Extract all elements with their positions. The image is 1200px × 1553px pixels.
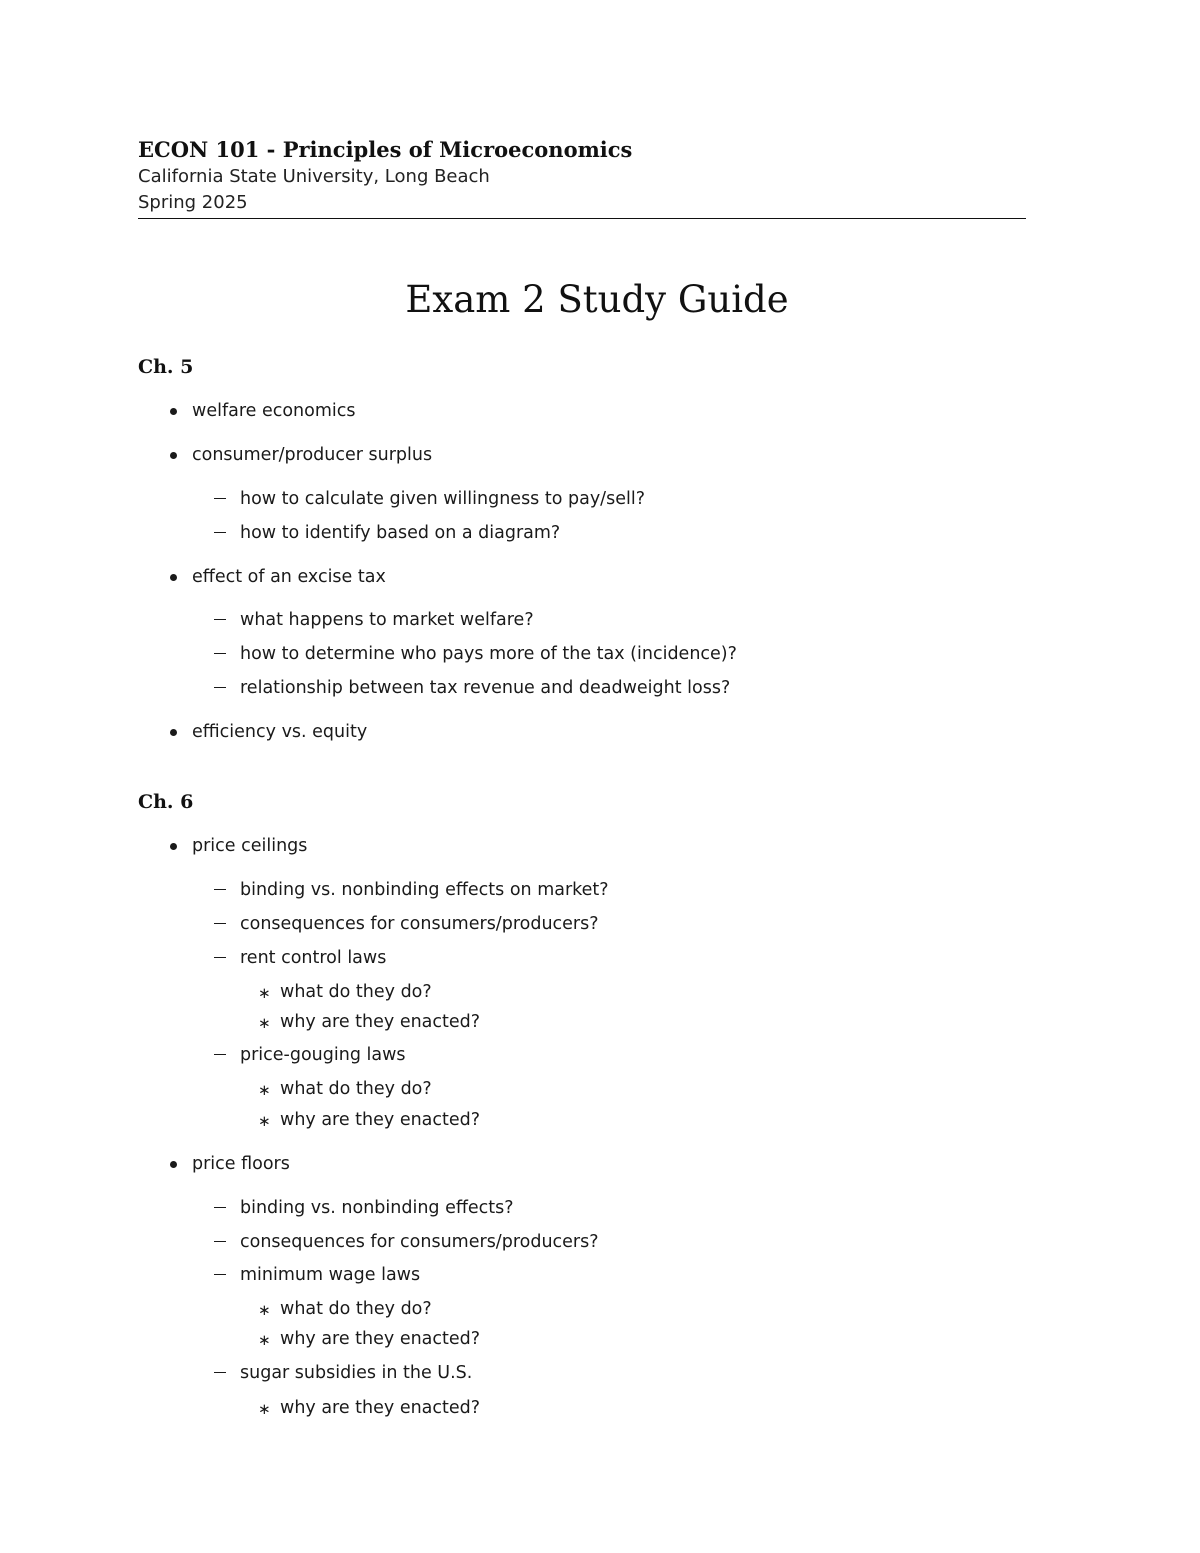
sub-list-item-text: minimum wage laws — [240, 1265, 421, 1285]
bullet-icon — [170, 408, 177, 415]
list-item-text: consumer/producer surplus — [192, 445, 433, 465]
list-item — [192, 834, 307, 858]
sub-list-item — [240, 521, 560, 545]
sub-sub-list-item — [258, 980, 432, 1004]
header-divider — [138, 218, 1026, 219]
sub-list-item — [240, 642, 737, 666]
sub-list-item — [240, 912, 599, 936]
dash-icon — [214, 1241, 226, 1242]
list-item-text: price floors — [192, 1154, 290, 1174]
sub-list-item — [240, 676, 730, 700]
sub-sub-list-item — [258, 1077, 432, 1101]
list-item-text: efficiency vs. equity — [192, 722, 368, 742]
bullet-icon — [170, 452, 177, 459]
institution-name: California State University, Long Beach — [138, 166, 490, 187]
sub-sub-list-item-text: why are they enacted? — [280, 1398, 481, 1418]
sub-list-item — [240, 487, 645, 511]
sub-list-item-text: price-gouging laws — [240, 1045, 406, 1065]
term-label: Spring 2025 — [138, 192, 248, 213]
dash-icon — [214, 889, 226, 890]
sub-sub-list-item-text: why are they enacted? — [280, 1012, 481, 1032]
page-title: Exam 2 Study Guide — [405, 278, 789, 321]
sub-sub-list-item-text: why are they enacted? — [280, 1110, 481, 1130]
sub-list-item-text: consequences for consumers/producers? — [240, 1232, 599, 1252]
sub-list-item — [240, 1230, 599, 1254]
sub-list-item — [240, 1196, 514, 1220]
sub-sub-list-item-text: why are they enacted? — [280, 1329, 481, 1349]
sub-sub-list-item — [258, 1108, 481, 1132]
asterisk-icon: ∗ — [258, 1081, 271, 1099]
list-item-text: effect of an excise tax — [192, 567, 386, 587]
bullet-icon — [170, 729, 177, 736]
dash-icon — [214, 532, 226, 533]
dash-icon — [214, 1372, 226, 1373]
list-item-text: welfare economics — [192, 401, 356, 421]
sub-sub-list-item — [258, 1297, 432, 1321]
sub-sub-list-item — [258, 1396, 481, 1420]
dash-icon — [214, 923, 226, 924]
asterisk-icon: ∗ — [258, 1331, 271, 1349]
sub-sub-list-item-text: what do they do? — [280, 982, 432, 1002]
list-item-text: price ceilings — [192, 836, 308, 856]
list-item — [192, 443, 432, 467]
sub-list-item — [240, 878, 609, 902]
sub-list-item-text: rent control laws — [240, 948, 387, 968]
dash-icon — [214, 498, 226, 499]
list-item — [192, 1152, 290, 1176]
sub-list-item-text: consequences for consumers/producers? — [240, 914, 599, 934]
bullet-icon — [170, 1161, 177, 1168]
asterisk-icon: ∗ — [258, 1301, 271, 1319]
sub-sub-list-item — [258, 1327, 481, 1351]
dash-icon — [214, 687, 226, 688]
sub-list-item-text: what happens to market welfare? — [240, 610, 534, 630]
section-heading-ch6: Ch. 6 — [138, 791, 194, 813]
sub-sub-list-item-text: what do they do? — [280, 1079, 432, 1099]
course-title: ECON 101 - Principles of Microeconomics — [138, 137, 633, 162]
sub-list-item — [240, 946, 386, 970]
dash-icon — [214, 957, 226, 958]
dash-icon — [214, 653, 226, 654]
dash-icon — [214, 1207, 226, 1208]
sub-list-item — [240, 1361, 472, 1385]
asterisk-icon: ∗ — [258, 1400, 271, 1418]
sub-list-item-text: how to determine who pays more of the tax (incidence)? — [240, 644, 737, 664]
list-item — [192, 720, 367, 744]
sub-list-item-text: binding vs. nonbinding effects on market? — [240, 880, 609, 900]
list-item — [192, 565, 386, 589]
dash-icon — [214, 1054, 226, 1055]
sub-list-item-text: how to calculate given willingness to pay/sell? — [240, 489, 645, 509]
sub-list-item — [240, 1043, 406, 1067]
asterisk-icon: ∗ — [258, 1112, 271, 1130]
section-heading-ch5: Ch. 5 — [138, 356, 194, 378]
dash-icon — [214, 619, 226, 620]
list-item — [192, 399, 356, 423]
bullet-icon — [170, 574, 177, 581]
sub-list-item-text: relationship between tax revenue and deadweight loss? — [240, 678, 731, 698]
sub-list-item — [240, 608, 534, 632]
asterisk-icon: ∗ — [258, 984, 271, 1002]
asterisk-icon: ∗ — [258, 1014, 271, 1032]
sub-sub-list-item — [258, 1010, 481, 1034]
sub-list-item-text: sugar subsidies in the U.S. — [240, 1363, 473, 1383]
sub-list-item — [240, 1263, 420, 1287]
dash-icon — [214, 1274, 226, 1275]
sub-sub-list-item-text: what do they do? — [280, 1299, 432, 1319]
sub-list-item-text: how to identify based on a diagram? — [240, 523, 561, 543]
document-header — [138, 136, 1026, 216]
bullet-icon — [170, 843, 177, 850]
sub-list-item-text: binding vs. nonbinding effects? — [240, 1198, 514, 1218]
